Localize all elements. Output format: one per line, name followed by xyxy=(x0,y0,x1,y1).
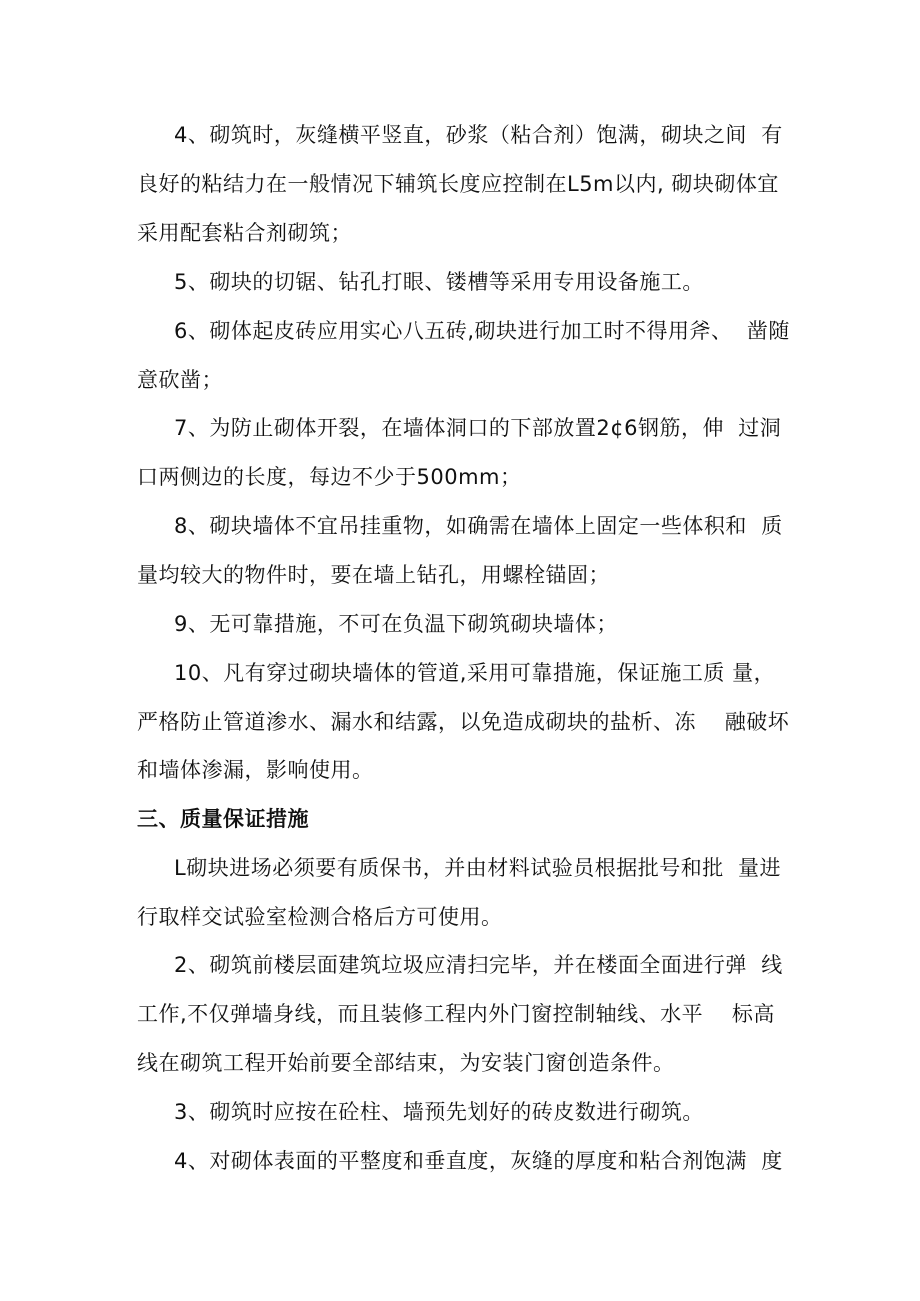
paragraph-line: L砌块进场必须要有质保书，并由材料试验员根据批号和批 量进 xyxy=(174,856,782,880)
paragraph-line: 9、无可靠措施，不可在负温下砌筑砌块墙体； xyxy=(174,612,618,636)
paragraph-line: 良好的粘结力在一般情况下辅筑长度应控制在L5m以内, 砌块砌体宜 xyxy=(137,172,779,196)
paragraph-line: 4、砌筑时，灰缝横平竖直，砂浆（粘合剂）饱满，砌块之间 有 xyxy=(174,123,783,147)
paragraph-line: 5、砌块的切锯、钻孔打眼、镂槽等采用专用设备施工。 xyxy=(174,270,704,294)
paragraph-line: 4、对砌体表面的平整度和垂直度，灰缝的厚度和粘合剂饱满 度 xyxy=(174,1149,783,1173)
paragraph-line: 8、砌块墙体不宜吊挂重物，如确需在墙体上固定一些体积和 质 xyxy=(174,514,783,538)
paragraph-line: 工作,不仅弹墙身线，而且装修工程内外门窗控制轴线、水平 标高 xyxy=(137,1002,775,1026)
paragraph-line: 行取样交试验室检测合格后方可使用。 xyxy=(137,905,503,929)
paragraph-line: 意砍凿； xyxy=(137,368,223,392)
paragraph-line: 7、为防止砌体开裂，在墙体洞口的下部放置2¢6钢筋，伸 过洞 xyxy=(174,416,782,440)
paragraph-line: 和墙体渗漏，影响使用。 xyxy=(137,758,374,782)
paragraph-line: 严格防止管道渗水、漏水和结露，以免造成砌块的盐析、冻 融破坏 xyxy=(137,710,790,734)
paragraph-line: 采用配套粘合剂砌筑； xyxy=(137,221,352,245)
paragraph-line: 10、凡有穿过砌块墙体的管道,采用可靠措施，保证施工质 量， xyxy=(174,661,776,685)
paragraph-line: 3、砌筑时应按在砼柱、墙预先划好的砖皮数进行砌筑。 xyxy=(174,1100,704,1124)
paragraph-line: 6、砌体起皮砖应用实心八五砖,砌块进行加工时不得用斧、 凿随 xyxy=(174,319,790,343)
paragraph-line: 口两侧边的长度，每边不少于500mm； xyxy=(137,465,522,489)
section-heading: 三、质量保证措施 xyxy=(137,807,309,831)
paragraph-line: 2、砌筑前楼层面建筑垃圾应清扫完毕，并在楼面全面进行弹 线 xyxy=(174,953,783,977)
paragraph-line: 线在砌筑工程开始前要全部结束，为安装门窗创造条件。 xyxy=(137,1051,675,1075)
paragraph-line: 量均较大的物件时，要在墙上钻孔，用螺栓锚固； xyxy=(137,563,610,587)
